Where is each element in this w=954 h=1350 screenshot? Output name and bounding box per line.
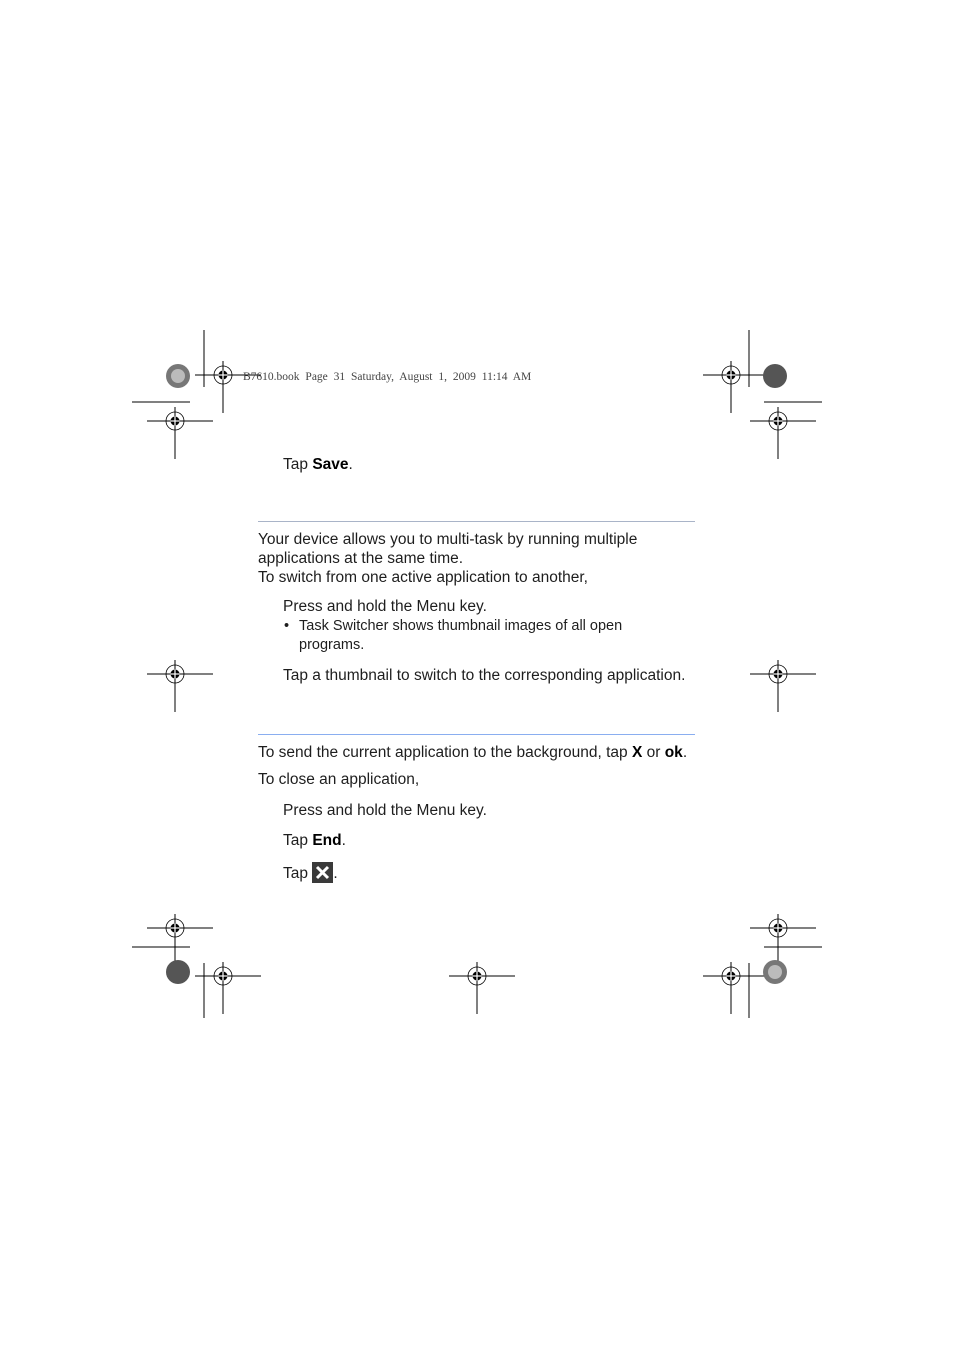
step-tap-close: Tap . bbox=[283, 862, 338, 883]
close-icon bbox=[312, 862, 333, 883]
step-tap-save: Tap Save. bbox=[283, 456, 353, 473]
crosshair-mark bbox=[750, 914, 816, 966]
crosshair-mark bbox=[750, 660, 816, 712]
step-tap-end: Tap End. bbox=[283, 832, 346, 849]
bullet-line-1: Task Switcher shows thumbnail images of all open bbox=[299, 618, 623, 634]
intro-line-2: applications at the same time. bbox=[258, 550, 464, 567]
color-target-tr bbox=[763, 364, 787, 388]
crosshair-mark bbox=[147, 407, 213, 459]
section-divider bbox=[258, 521, 695, 522]
crosshair-mark bbox=[703, 361, 769, 413]
bullet-dot: • bbox=[284, 618, 290, 634]
bullet-line-2: programs. bbox=[299, 637, 365, 653]
color-target-tl bbox=[166, 364, 190, 388]
step-press-hold-2: Press and hold the Menu key. bbox=[283, 802, 487, 819]
intro-line-1: Your device allows you to multi-task by running multiple bbox=[258, 531, 638, 548]
step-press-hold: Press and hold the Menu key. bbox=[283, 598, 487, 615]
crosshair-mark bbox=[195, 361, 261, 413]
background-instruction: To send the current application to the background, tap X or ok. bbox=[258, 744, 688, 761]
crosshair-mark bbox=[750, 407, 816, 459]
crosshair-mark bbox=[449, 962, 515, 1014]
section-divider bbox=[258, 734, 695, 735]
step-tap-thumbnail: Tap a thumbnail to switch to the corresponding application. bbox=[283, 667, 686, 684]
color-target-bl bbox=[166, 960, 190, 984]
color-target-br bbox=[763, 960, 787, 984]
crosshair-mark bbox=[703, 962, 769, 1014]
crosshair-mark bbox=[195, 962, 261, 1014]
crosshair-mark bbox=[147, 914, 213, 966]
intro-line-3: To switch from one active application to another, bbox=[258, 569, 588, 586]
page-header: B7610.book Page 31 Saturday, August 1, 2009 11:14 AM bbox=[243, 371, 532, 383]
close-intro: To close an application, bbox=[258, 771, 420, 788]
crosshair-mark bbox=[147, 660, 213, 712]
